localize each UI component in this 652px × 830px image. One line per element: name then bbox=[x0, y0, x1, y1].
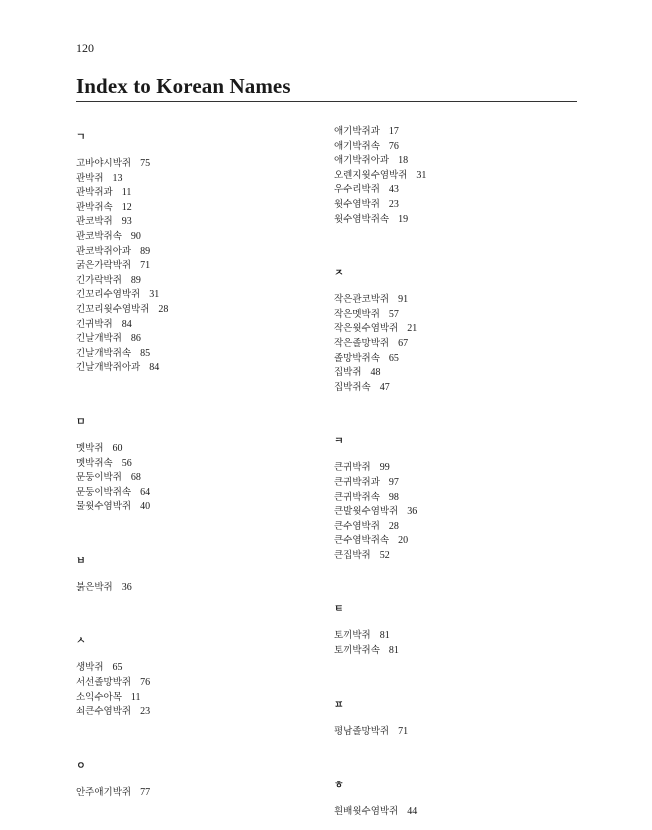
entry-page-number: 52 bbox=[379, 549, 390, 561]
entry-page-number: 36 bbox=[407, 506, 418, 518]
index-entry bbox=[76, 676, 316, 691]
entry-name: 문둥이박쥐 bbox=[76, 472, 122, 484]
entry-name: 긴꼬리윗수염박쥐 bbox=[76, 303, 150, 315]
index-entry bbox=[76, 274, 316, 289]
index-entry bbox=[76, 332, 316, 347]
index-entry bbox=[76, 230, 316, 245]
section-gap bbox=[334, 659, 574, 690]
entry-name: 서선졸망박쥐 bbox=[76, 677, 132, 689]
entry-page-number: 84 bbox=[121, 318, 132, 330]
index-entry bbox=[334, 534, 574, 549]
index-entry bbox=[334, 322, 574, 337]
section-letter: ㅅ bbox=[76, 636, 86, 648]
index-entry bbox=[76, 172, 316, 187]
section-gap bbox=[76, 376, 316, 407]
entry-page-number: 18 bbox=[398, 155, 409, 167]
entry-page-number: 76 bbox=[140, 677, 151, 689]
index-section bbox=[76, 131, 316, 376]
entry-name: 큰귀박쥐속 bbox=[334, 491, 380, 503]
index-entry bbox=[76, 201, 316, 216]
entry-name: 관박쥐과 bbox=[76, 187, 113, 199]
entry-name: 긴꼬리수염박쥐 bbox=[76, 289, 141, 301]
entry-name: 윗수염박쥐속 bbox=[334, 213, 390, 225]
entry-name: 관코박쥐아과 bbox=[76, 245, 132, 257]
index-entry bbox=[76, 215, 316, 230]
section-letter: ㅁ bbox=[76, 416, 86, 428]
section-letter: ㅍ bbox=[334, 699, 344, 711]
section-letter: ㄱ bbox=[76, 132, 86, 143]
entry-page-number: 77 bbox=[140, 786, 151, 798]
entry-name: 작은관코박쥐 bbox=[334, 294, 390, 306]
section-letter: ㅋ bbox=[334, 436, 344, 448]
entry-page-number: 19 bbox=[398, 213, 409, 225]
page-title: Index to Korean Names bbox=[76, 74, 291, 98]
index-entry bbox=[334, 352, 574, 367]
index-entry bbox=[334, 491, 574, 506]
section-gap bbox=[334, 395, 574, 426]
section-letter: ㅈ bbox=[334, 268, 344, 280]
index-entry bbox=[76, 157, 316, 172]
entry-name: 작은멧박쥐 bbox=[334, 308, 380, 320]
entry-page-number: 85 bbox=[140, 347, 151, 359]
entry-name: 큰집박쥐 bbox=[334, 549, 371, 561]
entry-name: 평남졸망박쥐 bbox=[334, 725, 390, 737]
entry-page-number: 23 bbox=[388, 198, 399, 210]
index-section bbox=[76, 555, 316, 596]
entry-name: 우수리박쥐 bbox=[334, 184, 380, 196]
entry-name: 오렌지윗수염박쥐 bbox=[334, 169, 408, 181]
index-entry bbox=[76, 303, 316, 318]
entry-page-number: 81 bbox=[379, 630, 390, 642]
section-letter: ㅂ bbox=[76, 555, 86, 567]
index-entry bbox=[334, 629, 574, 644]
entry-page-number: 48 bbox=[370, 367, 381, 379]
entry-page-number: 71 bbox=[398, 725, 409, 737]
index-entry bbox=[334, 169, 574, 184]
entry-page-number: 90 bbox=[130, 230, 141, 242]
index-entry bbox=[76, 288, 316, 303]
entry-page-number: 21 bbox=[407, 323, 418, 335]
entry-name: 애기박쥐과 bbox=[334, 126, 380, 137]
entry-page-number: 65 bbox=[388, 352, 399, 364]
entry-name: 긴날개박쥐속 bbox=[76, 347, 132, 359]
entry-page-number: 28 bbox=[388, 520, 399, 532]
index-entry bbox=[76, 786, 316, 801]
section-letter: ㅎ bbox=[334, 780, 344, 792]
entry-page-number: 43 bbox=[388, 184, 399, 196]
title-rule bbox=[76, 101, 577, 102]
index-section bbox=[334, 779, 574, 820]
entry-page-number: 60 bbox=[112, 442, 123, 454]
section-gap bbox=[76, 720, 316, 751]
index-entry bbox=[334, 308, 574, 323]
index-entry bbox=[334, 198, 574, 213]
entry-page-number: 28 bbox=[158, 303, 169, 315]
index-entry bbox=[76, 259, 316, 274]
entry-page-number: 31 bbox=[416, 169, 427, 181]
index-entry bbox=[76, 691, 316, 706]
index-entry bbox=[334, 337, 574, 352]
entry-page-number: 13 bbox=[112, 172, 123, 184]
entry-page-number: 93 bbox=[121, 216, 132, 228]
entry-name: 흰배윗수염박쥐 bbox=[334, 806, 399, 818]
section-gap bbox=[334, 227, 574, 258]
entry-page-number: 68 bbox=[130, 472, 141, 484]
index-entry bbox=[76, 705, 316, 720]
section-gap bbox=[76, 515, 316, 546]
index-entry bbox=[76, 457, 316, 472]
entry-page-number: 20 bbox=[398, 535, 409, 547]
entry-page-number: 67 bbox=[398, 337, 409, 349]
entry-name: 멧박쥐속 bbox=[76, 457, 113, 469]
entry-name: 윗수염박쥐 bbox=[334, 198, 380, 210]
entry-name: 붉은박쥐 bbox=[76, 581, 113, 593]
index-entry bbox=[334, 183, 574, 198]
entry-name: 큰발윗수염박쥐 bbox=[334, 506, 399, 518]
section-gap bbox=[334, 563, 574, 594]
entry-name: 고바야시박쥐 bbox=[76, 158, 132, 169]
page-number: 120 bbox=[76, 41, 94, 55]
index-entry bbox=[334, 213, 574, 228]
index-entry bbox=[76, 500, 316, 515]
section-gap bbox=[76, 595, 316, 626]
index-entry bbox=[76, 347, 316, 362]
index-section bbox=[76, 760, 316, 801]
index-column-left bbox=[76, 122, 316, 800]
entry-page-number: 97 bbox=[388, 476, 399, 488]
entry-name: 애기박쥐속 bbox=[334, 140, 380, 152]
index-entry bbox=[334, 549, 574, 564]
entry-page-number: 89 bbox=[140, 245, 151, 257]
entry-page-number: 11 bbox=[121, 187, 132, 199]
entry-name: 굵은가락박쥐 bbox=[76, 260, 132, 272]
index-entry bbox=[76, 361, 316, 376]
entry-name: 졸망박쥐속 bbox=[334, 352, 380, 364]
entry-page-number: 98 bbox=[388, 491, 399, 503]
entry-name: 큰수염박쥐속 bbox=[334, 535, 390, 547]
index-entry bbox=[76, 581, 316, 596]
entry-page-number: 86 bbox=[130, 333, 141, 345]
entry-page-number: 36 bbox=[121, 581, 132, 593]
entry-name: 안주애기박쥐 bbox=[76, 786, 132, 798]
section-letter: ㅌ bbox=[334, 604, 344, 616]
entry-name: 작은졸망박쥐 bbox=[334, 337, 390, 349]
index-entry bbox=[334, 520, 574, 535]
entry-page-number: 17 bbox=[388, 126, 399, 137]
index-entry bbox=[76, 245, 316, 260]
entry-name: 생박쥐 bbox=[76, 662, 104, 674]
entry-page-number: 65 bbox=[112, 662, 123, 674]
index-entry bbox=[334, 505, 574, 520]
index-entry bbox=[76, 318, 316, 333]
entry-name: 애기박쥐아과 bbox=[334, 155, 390, 167]
index-entry bbox=[334, 644, 574, 659]
index-section bbox=[334, 435, 574, 563]
index-entry bbox=[76, 661, 316, 676]
entry-name: 큰귀박쥐과 bbox=[334, 476, 380, 488]
entry-name: 물윗수염박쥐 bbox=[76, 501, 132, 513]
index-entry bbox=[76, 186, 316, 201]
index-entry bbox=[334, 805, 574, 820]
index-section bbox=[76, 635, 316, 719]
index-entry bbox=[334, 461, 574, 476]
entry-name: 멧박쥐 bbox=[76, 442, 104, 454]
index-entry bbox=[334, 154, 574, 169]
index-entry bbox=[334, 293, 574, 308]
entry-page-number: 56 bbox=[121, 457, 132, 469]
entry-page-number: 81 bbox=[388, 645, 399, 657]
entry-page-number: 89 bbox=[130, 274, 141, 286]
entry-page-number: 57 bbox=[388, 308, 399, 320]
entry-name: 관코박쥐 bbox=[76, 216, 113, 228]
entry-page-number: 11 bbox=[130, 691, 141, 703]
entry-page-number: 40 bbox=[140, 501, 151, 513]
entry-page-number: 12 bbox=[121, 201, 132, 213]
entry-page-number: 71 bbox=[140, 260, 151, 272]
index-entry bbox=[76, 486, 316, 501]
entry-name: 토끼박쥐 bbox=[334, 630, 371, 642]
entry-name: 소익수아목 bbox=[76, 691, 122, 703]
entry-page-number: 75 bbox=[140, 158, 151, 169]
index-entry bbox=[334, 366, 574, 381]
index-entry bbox=[334, 725, 574, 740]
entry-page-number: 31 bbox=[149, 289, 160, 301]
index-entry bbox=[76, 442, 316, 457]
section-letter: ㅇ bbox=[76, 760, 86, 772]
index-section bbox=[334, 267, 574, 395]
entry-page-number: 47 bbox=[379, 381, 390, 393]
entry-name: 큰수염박쥐 bbox=[334, 520, 380, 532]
index-entry bbox=[76, 471, 316, 486]
entry-name: 긴귀박쥐 bbox=[76, 318, 113, 330]
entry-name: 쇠큰수염박쥐 bbox=[76, 706, 132, 718]
entry-page-number: 44 bbox=[407, 806, 418, 818]
entry-page-number: 84 bbox=[149, 362, 160, 374]
index-entry bbox=[334, 140, 574, 155]
entry-name: 집박쥐속 bbox=[334, 381, 371, 393]
index-section bbox=[76, 416, 316, 515]
entry-name: 관코박쥐속 bbox=[76, 230, 122, 242]
entry-name: 관박쥐속 bbox=[76, 201, 113, 213]
entry-name: 긴날개박쥐아과 bbox=[76, 362, 141, 374]
entry-name: 문둥이박쥐속 bbox=[76, 486, 132, 498]
entry-name: 긴가락박쥐 bbox=[76, 274, 122, 286]
entry-name: 작은윗수염박쥐 bbox=[334, 323, 399, 335]
index-section bbox=[334, 603, 574, 658]
index-column-right bbox=[334, 122, 574, 820]
index-entry bbox=[334, 125, 574, 140]
entry-name: 집박쥐 bbox=[334, 367, 362, 379]
entry-page-number: 99 bbox=[379, 462, 390, 474]
entry-name: 토끼박쥐속 bbox=[334, 645, 380, 657]
entry-page-number: 64 bbox=[140, 486, 151, 498]
index-section bbox=[334, 699, 574, 740]
index-entry bbox=[334, 381, 574, 396]
entry-page-number: 76 bbox=[388, 140, 399, 152]
entry-page-number: 23 bbox=[140, 706, 151, 718]
entry-name: 관박쥐 bbox=[76, 172, 104, 184]
section-gap bbox=[334, 739, 574, 770]
index-section bbox=[334, 125, 574, 227]
entry-page-number: 91 bbox=[398, 294, 409, 306]
entry-name: 큰귀박쥐 bbox=[334, 462, 371, 474]
index-entry bbox=[334, 476, 574, 491]
entry-name: 긴날개박쥐 bbox=[76, 333, 122, 345]
